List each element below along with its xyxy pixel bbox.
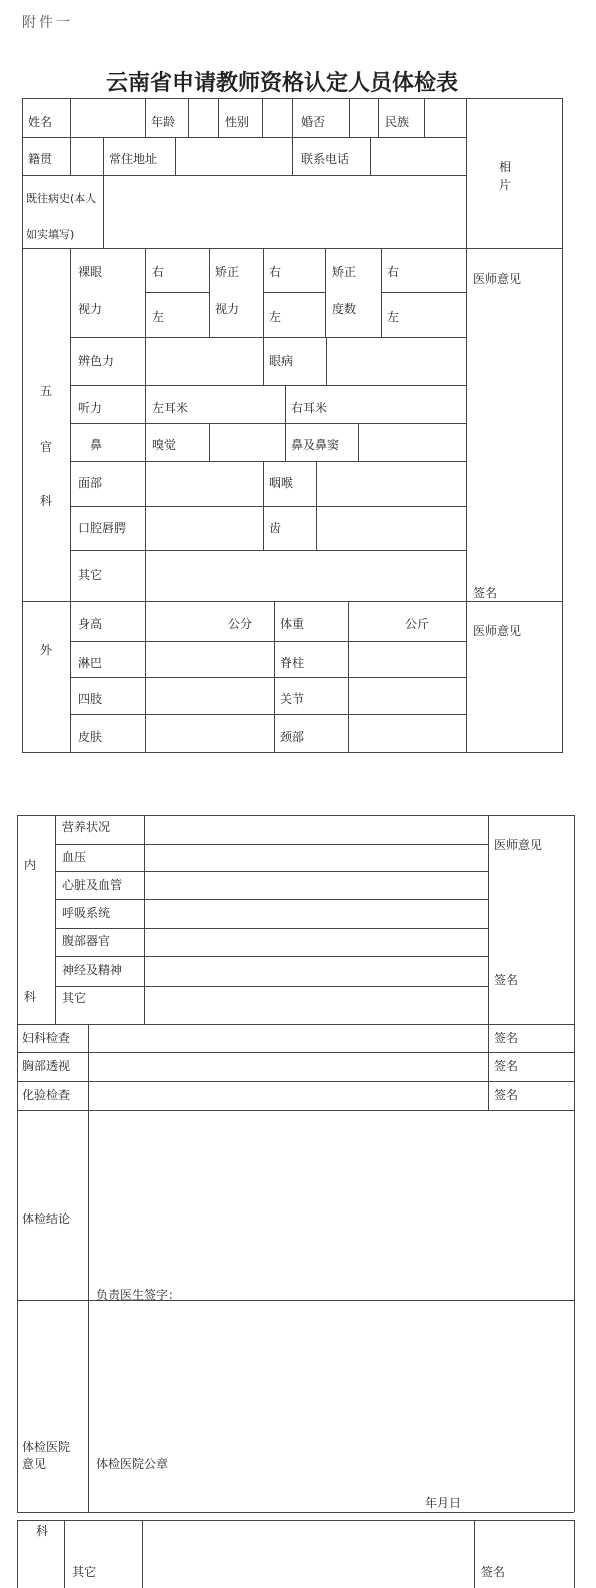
label-chest: 胸部透视 xyxy=(22,1059,71,1073)
label-signature-lab: 签名 xyxy=(494,1088,519,1102)
label-gender: 性别 xyxy=(225,115,250,129)
label-doctor-sign: 负责医生签字： xyxy=(96,1288,181,1302)
label-corrected-1: 矫正 xyxy=(215,265,240,279)
label-right-2: 右 xyxy=(269,265,282,279)
label-native: 籍贯 xyxy=(28,152,53,166)
annex-label: 附件一 xyxy=(22,15,73,31)
form-title: 云南省申请教师资格认定人员体检表 xyxy=(106,70,459,96)
label-height: 身高 xyxy=(78,617,103,631)
label-oral: 口腔唇腭 xyxy=(78,521,127,535)
label-history-1: 既往病史(本人 xyxy=(26,192,97,205)
label-ethnic: 民族 xyxy=(385,115,410,129)
label-color-vision: 辨色力 xyxy=(78,354,115,368)
label-left-1: 左 xyxy=(152,310,165,324)
label-neuro: 神经及精神 xyxy=(62,963,123,977)
label-signature-2: 签名 xyxy=(494,973,519,987)
label-blood-pressure: 血压 xyxy=(62,850,87,864)
label-lab: 化验检查 xyxy=(22,1088,71,1102)
section-wuguan-2: 官 xyxy=(40,440,53,454)
label-weight: 体重 xyxy=(280,617,305,631)
label-address: 常住地址 xyxy=(109,152,158,166)
section-ke: 科 xyxy=(36,1524,49,1538)
label-other-1: 其它 xyxy=(78,568,103,582)
label-joints: 关节 xyxy=(280,692,305,706)
label-face: 面部 xyxy=(78,476,103,490)
label-hospital-opinion-2: 意见 xyxy=(22,1457,47,1471)
label-neck: 颈部 xyxy=(280,730,305,744)
label-hospital-opinion-1: 体检医院 xyxy=(22,1440,71,1454)
label-doctor-opinion-3: 医师意见 xyxy=(494,838,543,852)
label-age: 年龄 xyxy=(151,115,176,129)
label-kg: 公斤 xyxy=(405,617,430,631)
label-corrected-vision: 视力 xyxy=(215,302,240,316)
label-right-3: 右 xyxy=(387,265,400,279)
label-left-ear: 左耳米 xyxy=(152,401,189,415)
label-limbs: 四肢 xyxy=(78,692,103,706)
label-smell: 嗅觉 xyxy=(152,438,177,452)
label-signature-chest: 签名 xyxy=(494,1059,519,1073)
label-name: 姓名 xyxy=(28,115,53,129)
label-cardio: 心脏及血管 xyxy=(62,878,123,892)
photo-label-1: 相 xyxy=(499,160,512,174)
label-history-2: 如实填写) xyxy=(26,228,75,241)
label-sinus: 鼻及鼻窦 xyxy=(291,438,340,452)
label-doctor-opinion-2: 医师意见 xyxy=(473,624,522,638)
section-wai: 外 xyxy=(40,643,53,657)
label-throat: 咽喉 xyxy=(269,476,294,490)
label-signature-1: 签名 xyxy=(473,586,498,600)
label-cm: 公分 xyxy=(228,617,253,631)
section-wuguan-1: 五 xyxy=(40,384,53,398)
label-date: 年月日 xyxy=(425,1496,462,1510)
label-eye-disease: 眼病 xyxy=(269,354,294,368)
label-left-3: 左 xyxy=(387,310,400,324)
section-wuguan-3: 科 xyxy=(40,494,53,508)
photo-label-2: 片 xyxy=(499,178,512,192)
label-marital: 婚否 xyxy=(301,115,326,129)
label-hearing: 听力 xyxy=(78,401,103,415)
label-abdomen: 腹部器官 xyxy=(62,934,111,948)
label-right-ear: 右耳米 xyxy=(291,401,328,415)
label-right-1: 右 xyxy=(152,265,165,279)
label-nutrition: 营养状况 xyxy=(62,820,111,834)
label-nose: 鼻 xyxy=(90,438,103,452)
label-doctor-opinion-1: 医师意见 xyxy=(473,272,522,286)
section-nei-1: 内 xyxy=(24,858,37,872)
label-skin: 皮肤 xyxy=(78,730,103,744)
label-phone: 联系电话 xyxy=(301,152,350,166)
label-signature-gyn: 签名 xyxy=(494,1031,519,1045)
label-conclusion: 体检结论 xyxy=(22,1212,71,1226)
label-gyn: 妇科检查 xyxy=(22,1031,71,1045)
label-corrected-2: 矫正 xyxy=(332,265,357,279)
label-hospital-seal: 体检医院公章 xyxy=(96,1457,169,1471)
label-other-3: 其它 xyxy=(72,1565,97,1579)
label-respiratory: 呼吸系统 xyxy=(62,906,111,920)
label-signature-3: 签名 xyxy=(481,1565,506,1579)
section-nei-2: 科 xyxy=(24,990,37,1004)
label-other-2: 其它 xyxy=(62,991,87,1005)
label-left-2: 左 xyxy=(269,310,282,324)
label-teeth: 齿 xyxy=(269,521,282,535)
label-spine: 脊柱 xyxy=(280,656,305,670)
label-lymph: 淋巴 xyxy=(78,656,103,670)
label-corrected-degree: 度数 xyxy=(332,302,357,316)
label-naked-eye: 裸眼 xyxy=(78,265,103,279)
label-vision: 视力 xyxy=(78,302,103,316)
